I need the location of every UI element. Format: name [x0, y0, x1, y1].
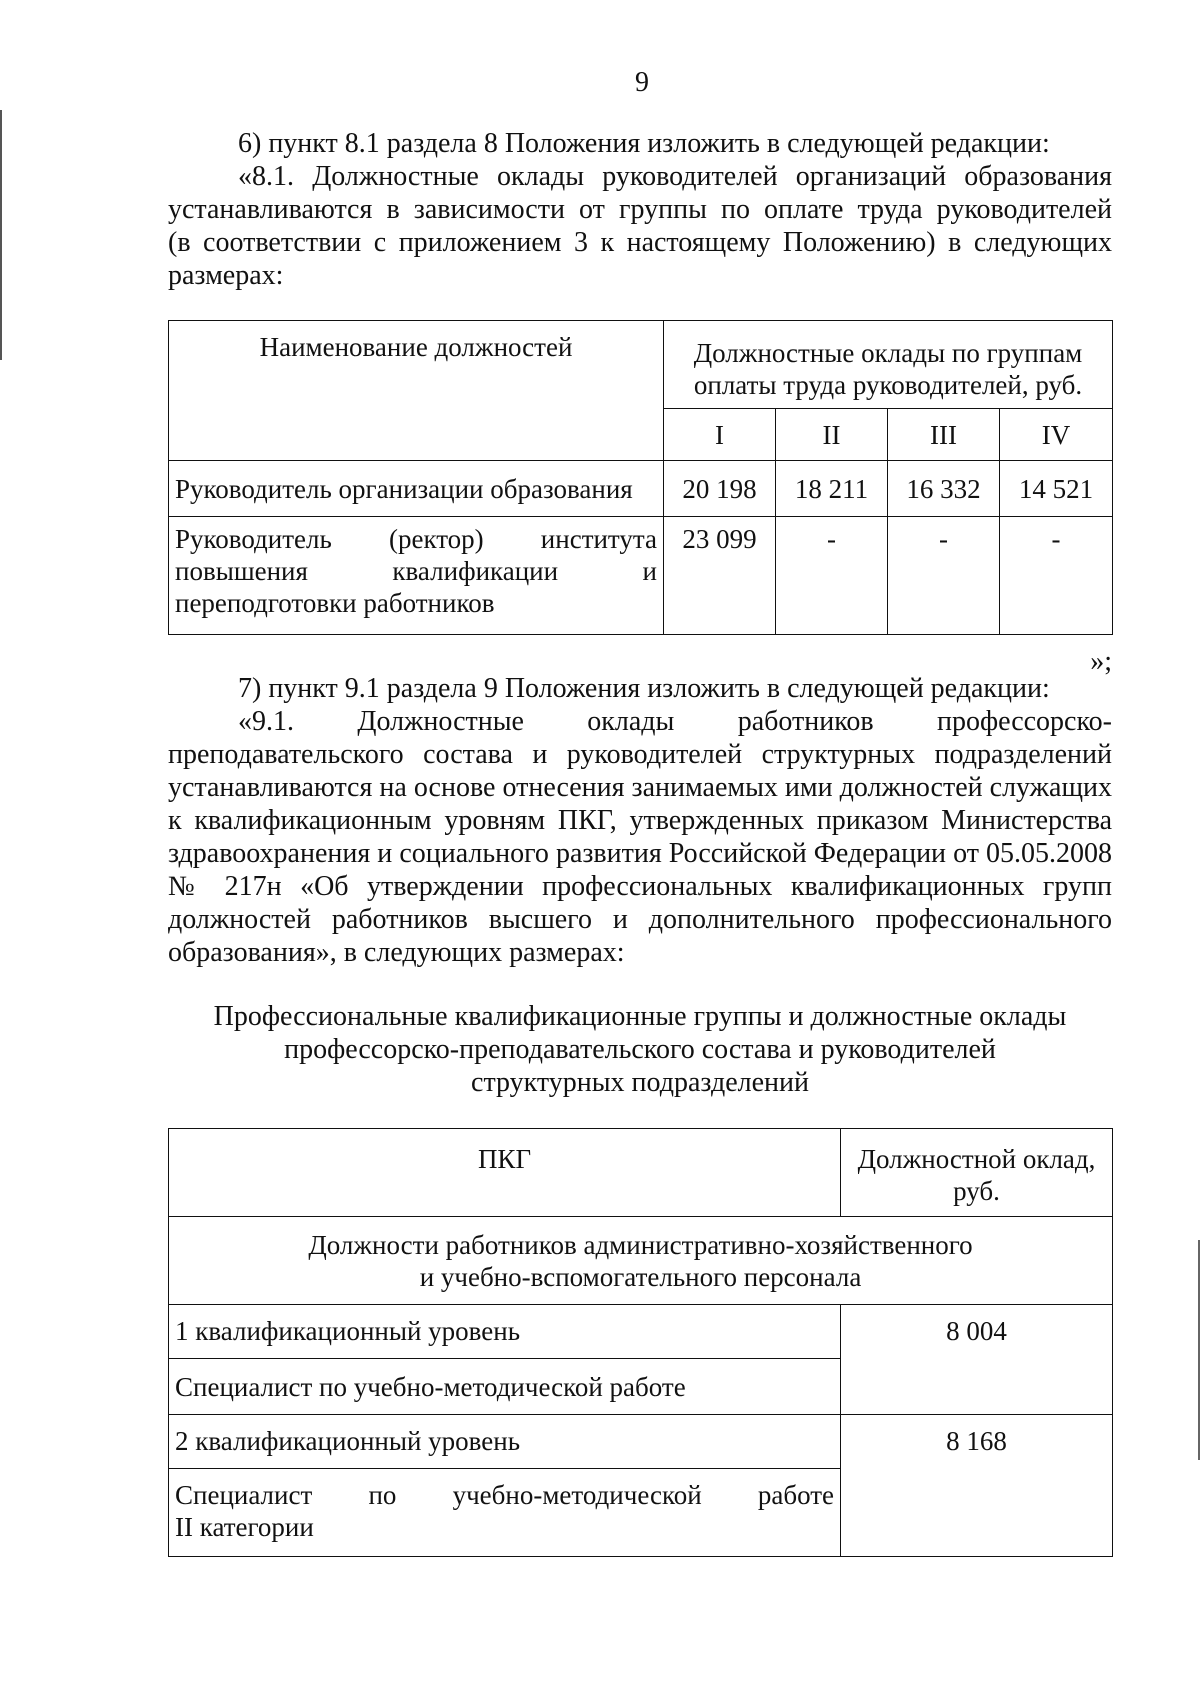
table-row [169, 1415, 1113, 1469]
position-name: Специалист по учебно-методической работе [169, 1359, 841, 1415]
item-6-heading: 6) пункт 8.1 раздела 8 Положения изложить в следующей редакции: [238, 128, 1050, 159]
position-name: Руководитель организации образования [169, 461, 664, 517]
item-7-line: № 217н «Об утверждении профессиональных квалификационных групп [168, 871, 1112, 902]
section-row [169, 1217, 1113, 1305]
position-name [169, 1469, 841, 1557]
salary-cell: - [776, 517, 888, 635]
position-name-line: повышения квалификации и [175, 556, 657, 586]
group-header: II [776, 409, 888, 461]
section-header [169, 1217, 1113, 1305]
item-7-line: преподавательского состава и руководителей структурных подразделений [168, 739, 1112, 770]
position-name-line: Специалист по учебно-методической работе [175, 1480, 834, 1510]
salary-cell: 20 198 [664, 461, 776, 517]
item-7-heading: 7) пункт 9.1 раздела 9 Положения изложить в следующей редакции: [238, 673, 1050, 704]
item-7-line: к квалификационным уровням ПКГ, утвержденных приказом Министерства [168, 805, 1112, 836]
item-6-line: устанавливаются в зависимости от группы по оплате труда руководителей [168, 194, 1112, 225]
salary-cell: - [888, 517, 1000, 635]
qualification-level: 2 квалификационный уровень [169, 1415, 841, 1469]
group-header: I [664, 409, 776, 461]
salary-cell: 8 004 [841, 1305, 1113, 1415]
group-header: IV [1000, 409, 1113, 461]
table-row [169, 517, 1113, 635]
position-name [169, 517, 664, 635]
item-6-line: «8.1. Должностные оклады руководителей организаций образования [238, 161, 1112, 192]
qualification-level: 1 квалификационный уровень [169, 1305, 841, 1359]
position-name-line: переподготовки работников [175, 588, 495, 618]
table-2-title-line: профессорско-преподавательского состава и руководителей [284, 1034, 996, 1065]
salary-table-managers [168, 320, 1112, 635]
item-7-line: устанавливаются на основе отнесения занимаемых ими должностей служащих [168, 772, 1112, 803]
scan-edge-left [0, 110, 2, 360]
salary-cell: - [1000, 517, 1113, 635]
item-6-text [168, 127, 1112, 292]
item-7-line: должностей работников высшего и дополнительного профессионального [168, 904, 1112, 935]
position-name-line: Руководитель (ректор) института [175, 524, 657, 554]
header-salary-groups: Должностные оклады по группам оплаты труда руководителей, руб. [664, 321, 1113, 409]
salary-cell: 14 521 [1000, 461, 1113, 517]
table-2-title-line: Профессиональные квалификационные группы и должностные оклады [213, 1001, 1067, 1032]
position-name-line: II категории [175, 1512, 314, 1542]
header-salary: Должностной оклад, руб. [841, 1129, 1113, 1217]
table-row [169, 461, 1113, 517]
group-header: III [888, 409, 1000, 461]
item-6-line: (в соответствии с приложением 3 к настоящему Положению) в следующих [168, 227, 1112, 258]
header-positions: Наименование должностей [169, 321, 664, 461]
salary-cell: 16 332 [888, 461, 1000, 517]
item-7-text [168, 672, 1112, 969]
item-7-line: «9.1. Должностные оклады работников профессорско- [238, 706, 1112, 737]
closing-quote: »; [1090, 646, 1112, 677]
salary-cell: 23 099 [664, 517, 776, 635]
page-number: 9 [635, 67, 649, 98]
salary-cell: 18 211 [776, 461, 888, 517]
table-2-title [168, 1000, 1112, 1099]
header-pkg: ПКГ [169, 1129, 841, 1217]
item-6-line: размерах: [168, 260, 284, 291]
salary-table-pkg [168, 1128, 1112, 1557]
section-header-line: Должности работников административно-хозяйственного [308, 1230, 973, 1260]
table-2-title-line: структурных подразделений [471, 1067, 809, 1098]
salary-cell: 8 168 [841, 1415, 1113, 1557]
item-7-line: здравоохранения и социального развития Российской Федерации от 05.05.2008 [168, 838, 1112, 869]
item-7-line: образования», в следующих размерах: [168, 937, 625, 968]
table-row [169, 1305, 1113, 1359]
section-header-line: и учебно-вспомогательного персонала [419, 1262, 862, 1292]
